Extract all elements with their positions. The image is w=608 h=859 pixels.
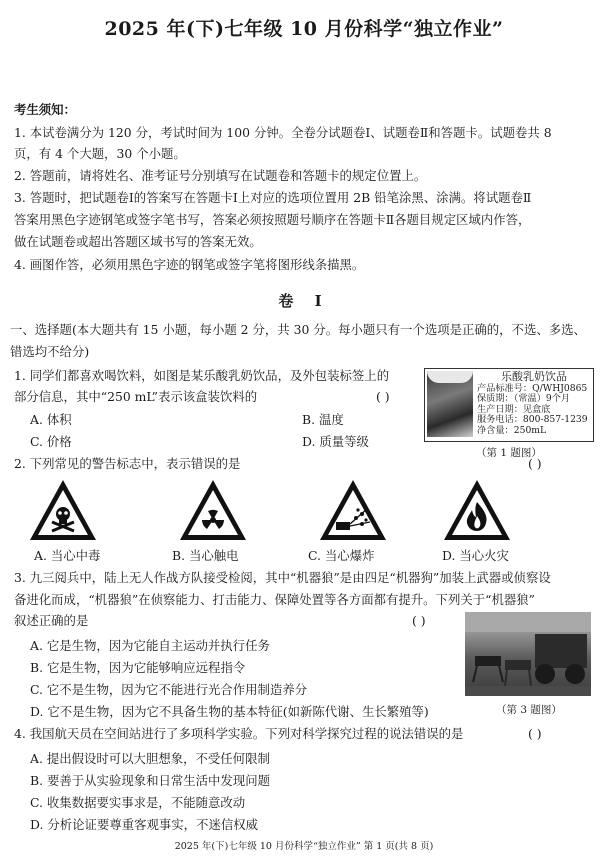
milk-carton-top [427, 371, 473, 383]
notice-line: 1. 本试卷满分为 120 分，考试时间为 100 分钟。全卷分试题卷Ⅰ、试题卷Ⅱ和答题卡。试题卷共 8 [14, 125, 552, 140]
radiation-warning-icon [178, 478, 248, 542]
question-3-stem-cont: 备进化而成，“机器狼”在侦察能力、打击能力、保障处置等各方面都有提升。下列关于“机器狼” [14, 592, 535, 607]
option-d: D. 质量等级 [302, 434, 369, 449]
answer-paren: ( ) [376, 389, 390, 404]
question-3-stem: 3. 九三阅兵中，陆上无人作战方队接受检阅，其中“机器狼”是由四足“机器狗”加装上武器或侦察设 [14, 570, 551, 585]
option-c: C. 价格 [30, 434, 72, 449]
option-c: C. 它不是生物，因为它不能进行光合作用制造养分 [30, 682, 308, 697]
option-c: C. 收集数据要实事求是，不能随意改动 [30, 795, 246, 810]
label-line: 服务电话：800-857-1239 [477, 414, 588, 426]
question-2-stem: 2. 下列常见的警告标志中，表示错误的是 [14, 456, 241, 471]
question-4-stem: 4. 我国航天员在空间站进行了多项科学实验。下列对科学探究过程的说法错误的是 [14, 726, 464, 741]
option-a: A. 它是生物，因为它能自主运动并执行任务 [30, 638, 270, 653]
question-1-stem: 1. 同学们都喜欢喝饮料，如图是某乐酸乳奶饮品，及外包装标签上的 [14, 368, 390, 383]
option-d: D. 它不是生物，因为它不具备生物的基本特征(如新陈代谢、生长繁殖等) [30, 704, 429, 719]
notice-line: 答案用黑色字迹钢笔或签字笔书写，答案必须按照题号顺序在答题卡Ⅱ各题目规定区域内作答， [14, 212, 531, 227]
option-b: B. 它是生物，因为它能够响应远程指令 [30, 660, 246, 675]
option-b: B. 当心触电 [172, 548, 239, 563]
notice-line: 做在试题卷或超出答题区域书写的答案无效。 [14, 234, 262, 249]
label-line: 产品标准号：Q/WHJ0865 [477, 382, 588, 394]
answer-paren: ( ) [412, 613, 426, 628]
option-d: D. 分析论证要尊重客观事实，不迷信权威 [30, 817, 259, 832]
answer-paren: ( ) [528, 456, 542, 471]
option-a: A. 体积 [30, 412, 72, 427]
figure-caption: （第 1 题图） [476, 447, 542, 459]
answer-paren: ( ) [528, 726, 542, 741]
question-3-stem-cont: 叙述正确的是 [14, 613, 89, 628]
question-1-stem-cont: 部分信息，其中“250 mL”表示该盒装饮料的 [14, 389, 258, 404]
notice-line: 2. 答题前，请将姓名、准考证号分别填写在试题卷和答题卡的规定位置上。 [14, 168, 427, 183]
notice-line: 3. 答题时，把试题卷Ⅰ的答案写在答题卡Ⅰ上对应的选项位置用 2B 铅笔涂黑、涂满。将试题卷Ⅱ [14, 190, 532, 205]
option-c: C. 当心爆炸 [308, 548, 375, 563]
part-heading-cont: 错选均不给分) [10, 344, 90, 359]
label-line: 净含量：250mL [477, 424, 547, 436]
explosion-warning-icon [318, 478, 388, 542]
page-title: 2025 年(下)七年级 10 月份科学“独立作业” [104, 18, 504, 40]
page-footer: 2025 年(下)七年级 10 月份科学“独立作业” 第 1 页(共 8 页) [174, 841, 434, 852]
fire-warning-icon [442, 478, 512, 542]
label-title: 乐酸乳奶饮品 [501, 370, 567, 383]
label-line: 生产日期：见盒底 [477, 403, 551, 415]
section-title: 卷 Ⅰ [278, 292, 330, 310]
option-a: A. 当心中毒 [34, 548, 101, 563]
figure-caption: （第 3 题图） [496, 704, 562, 716]
product-label-figure [424, 368, 594, 442]
option-d: D. 当心火灾 [442, 548, 509, 563]
poison-warning-icon [28, 478, 98, 542]
option-b: B. 要善于从实验现象和日常生活中发现问题 [30, 773, 271, 788]
robot-wolf-photo [465, 612, 591, 696]
notice-heading: 考生须知： [14, 102, 76, 117]
option-a: A. 提出假设时可以大胆想象，不受任何限制 [30, 751, 270, 766]
notice-line: 页，有 4 个大题，30 个小题。 [14, 146, 186, 161]
product-label-text [477, 372, 591, 437]
notice-line: 4. 画图作答，必须用黑色字迹的钢笔或签字笔将图形线条描黑。 [14, 257, 365, 272]
label-line: 保质期：（常温）9个月 [477, 393, 571, 405]
option-b: B. 温度 [302, 412, 344, 427]
part-heading: 一、选择题(本大题共有 15 小题，每小题 2 分，共 30 分。每小题只有一个选项是正确的，不选、多选、 [10, 322, 586, 337]
